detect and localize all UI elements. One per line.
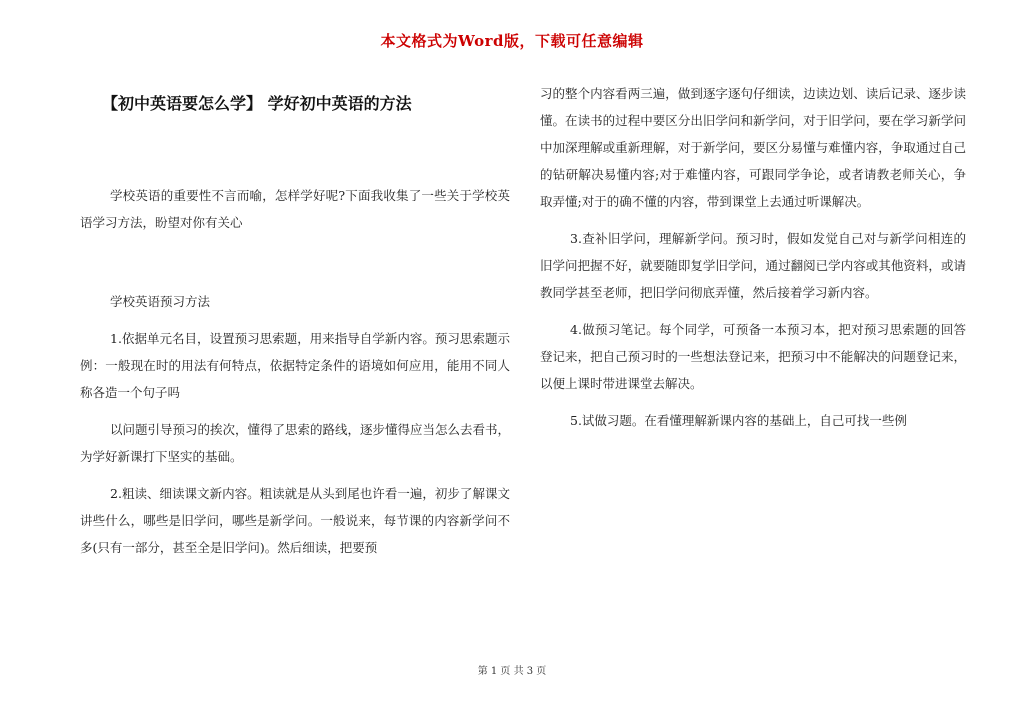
paragraph-step-2-continued: 习的整个内容看两三遍，做到逐字逐句仔细读，边读边划、读后记录、逐步读懂。在读书的过程中要区分出旧学问和新学问，对于旧学问，要在学习新学问中加深理解或重新理解，对于新学问，要区分易懂与难懂内容，争取通过自己的钻研解决易懂内容;对于难懂内容，可跟同学争论，或者请教老师关心，争取弄懂;对于的确不懂的内容，带到课堂上去通过听课解决。: [540, 86, 966, 209]
paragraph-step-5: 5.试做习题。在看懂理解新课内容的基础上，自己可找一些例: [570, 413, 907, 428]
document-title: 【初中英语要怎么学】 学好初中英语的方法: [102, 94, 412, 113]
intro-paragraph: 学校英语的重要性不言而喻，怎样学好呢?下面我收集了一些关于学校英语学习方法，盼望对你有关心: [80, 188, 510, 230]
section-heading-preview-methods: 学校英语预习方法: [110, 294, 211, 309]
right-column: [540, 80, 966, 434]
paragraph-step-1: 1.依据单元名目，设置预习思索题，用来指导自学新内容。预习思索题示例：一般现在时的用法有何特点，依据特定条件的语境如何应用，能用不同人称各造一个句子吗: [80, 331, 510, 400]
page-number: 第 1 页 共 3 页: [477, 666, 547, 677]
left-column: [80, 90, 510, 561]
paragraph-step-3: 3.查补旧学问，理解新学问。预习时，假如发觉自己对与新学问相连的旧学问把握不好，就要随即复学旧学问，通过翻阅已学内容或其他资料，或请教同学甚至老师，把旧学问彻底弄懂，然后接着学习新内容。: [540, 231, 966, 300]
paragraph-step-4: 4.做预习笔记。每个同学，可预备一本预习本，把对预习思索题的回答登记来，把自己预习时的一些想法登记来，把预习中不能解决的问题登记来，以便上课时带进课堂去解决。: [540, 322, 966, 391]
download-banner: 本文格式为Word版，下载可任意编辑: [380, 32, 644, 50]
paragraph-question-guidance: 以问题引导预习的挨次，懂得了思索的路线，逐步懂得应当怎么去看书，为学好新课打下坚实的基础。: [80, 422, 511, 464]
paragraph-step-2: 2.粗读、细读课文新内容。粗读就是从头到尾也许看一遍，初步了解课文讲些什么，哪些是旧学问，哪些是新学问。一般说来，每节课的内容新学问不多(只有一部分，甚至全是旧学问)。然后细读，把要预: [80, 486, 510, 555]
